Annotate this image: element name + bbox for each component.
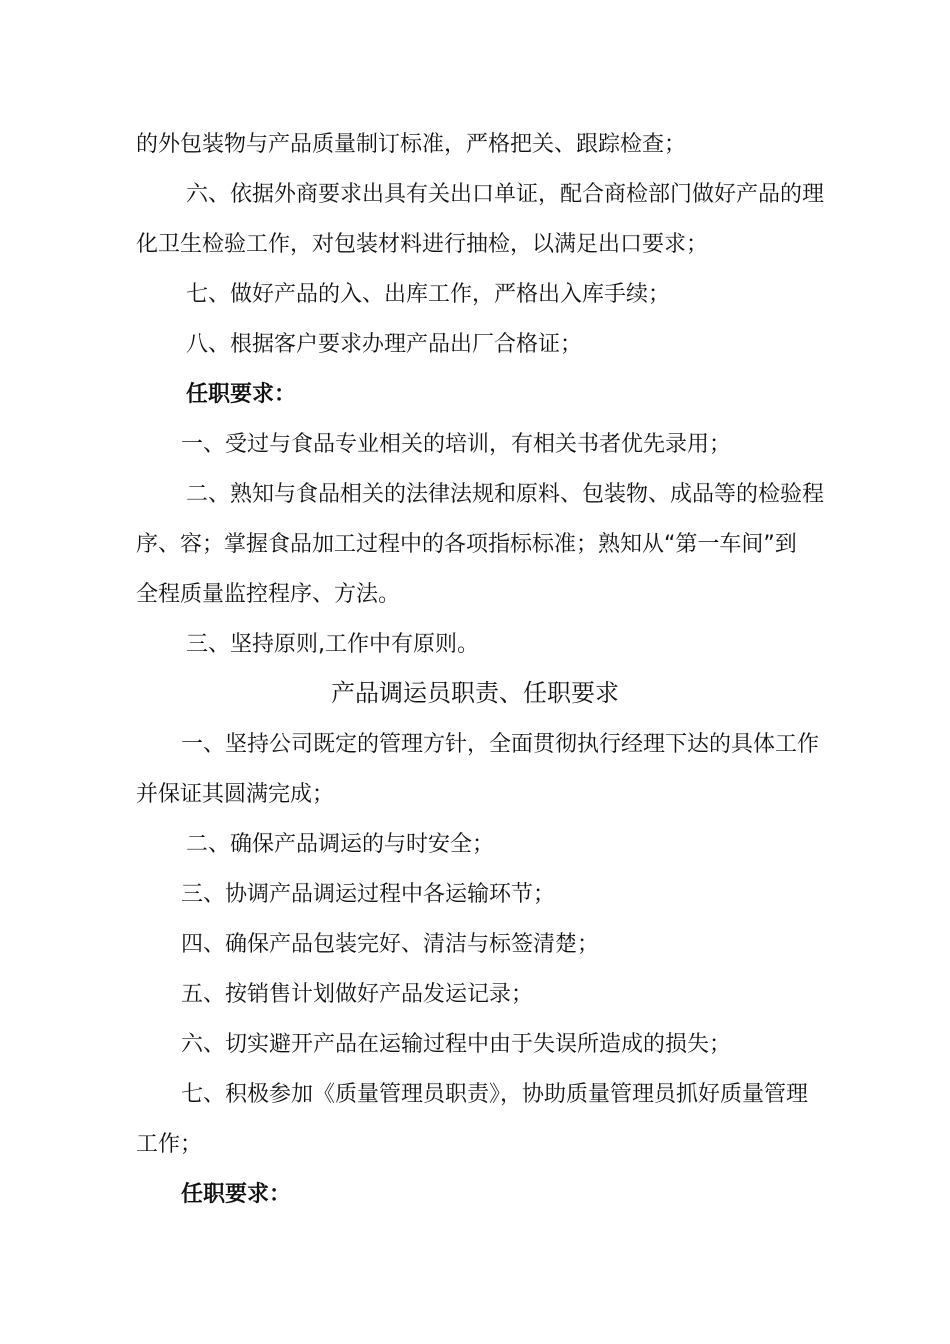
paragraph-line: 七、做好产品的入、出库工作，严格出入库手续； xyxy=(186,282,671,307)
paragraph-line: 序、容；掌握食品加工过程中的各项指标标准；熟知从“第一车间”到 xyxy=(136,532,797,557)
paragraph-line: 八、根据客户要求办理产品出厂合格证； xyxy=(186,332,583,357)
section-title: 产品调运员职责、任职要求 xyxy=(331,679,619,707)
paragraph-line: 一、坚持公司既定的管理方针，全面贯彻执行经理下达的具体工作 xyxy=(181,732,820,757)
paragraph-line: 全程质量监控程序、方法。 xyxy=(136,582,401,607)
paragraph-line: 并保证其圆满完成； xyxy=(136,782,335,807)
paragraph-line: 三、协调产品调运过程中各运输环节； xyxy=(181,882,556,907)
paragraph-line: 的外包装物与产品质量制订标准，严格把关、跟踪检查； xyxy=(136,132,687,157)
paragraph-line: 二、确保产品调运的与时安全； xyxy=(186,832,495,857)
paragraph-line: 化卫生检验工作，对包装材料进行抽检，以满足出口要求； xyxy=(136,232,709,257)
paragraph-line: 二、熟知与食品相关的法律法规和原料、包装物、成品等的检验程 xyxy=(186,482,825,507)
paragraph-line: 五、按销售计划做好产品发运记录； xyxy=(181,982,534,1007)
section-subheading: 任职要求： xyxy=(186,382,297,407)
paragraph-line: 三、坚持原则,工作中有原则。 xyxy=(186,632,479,657)
paragraph-line: 工作； xyxy=(136,1132,203,1157)
paragraph-line: 六、切实避开产品在运输过程中由于失误所造成的损失； xyxy=(181,1032,732,1057)
paragraph-line: 七、积极参加《质量管理员职责》，协助质量管理员抓好质量管理 xyxy=(181,1082,809,1107)
section-subheading: 任职要求： xyxy=(181,1182,292,1207)
paragraph-line: 四、确保产品包装完好、清洁与标签清楚； xyxy=(181,932,600,957)
paragraph-line: 一、受过与食品专业相关的培训，有相关书者优先录用； xyxy=(181,432,732,457)
paragraph-line: 六、依据外商要求出具有关出口单证，配合商检部门做好产品的理 xyxy=(186,182,825,207)
